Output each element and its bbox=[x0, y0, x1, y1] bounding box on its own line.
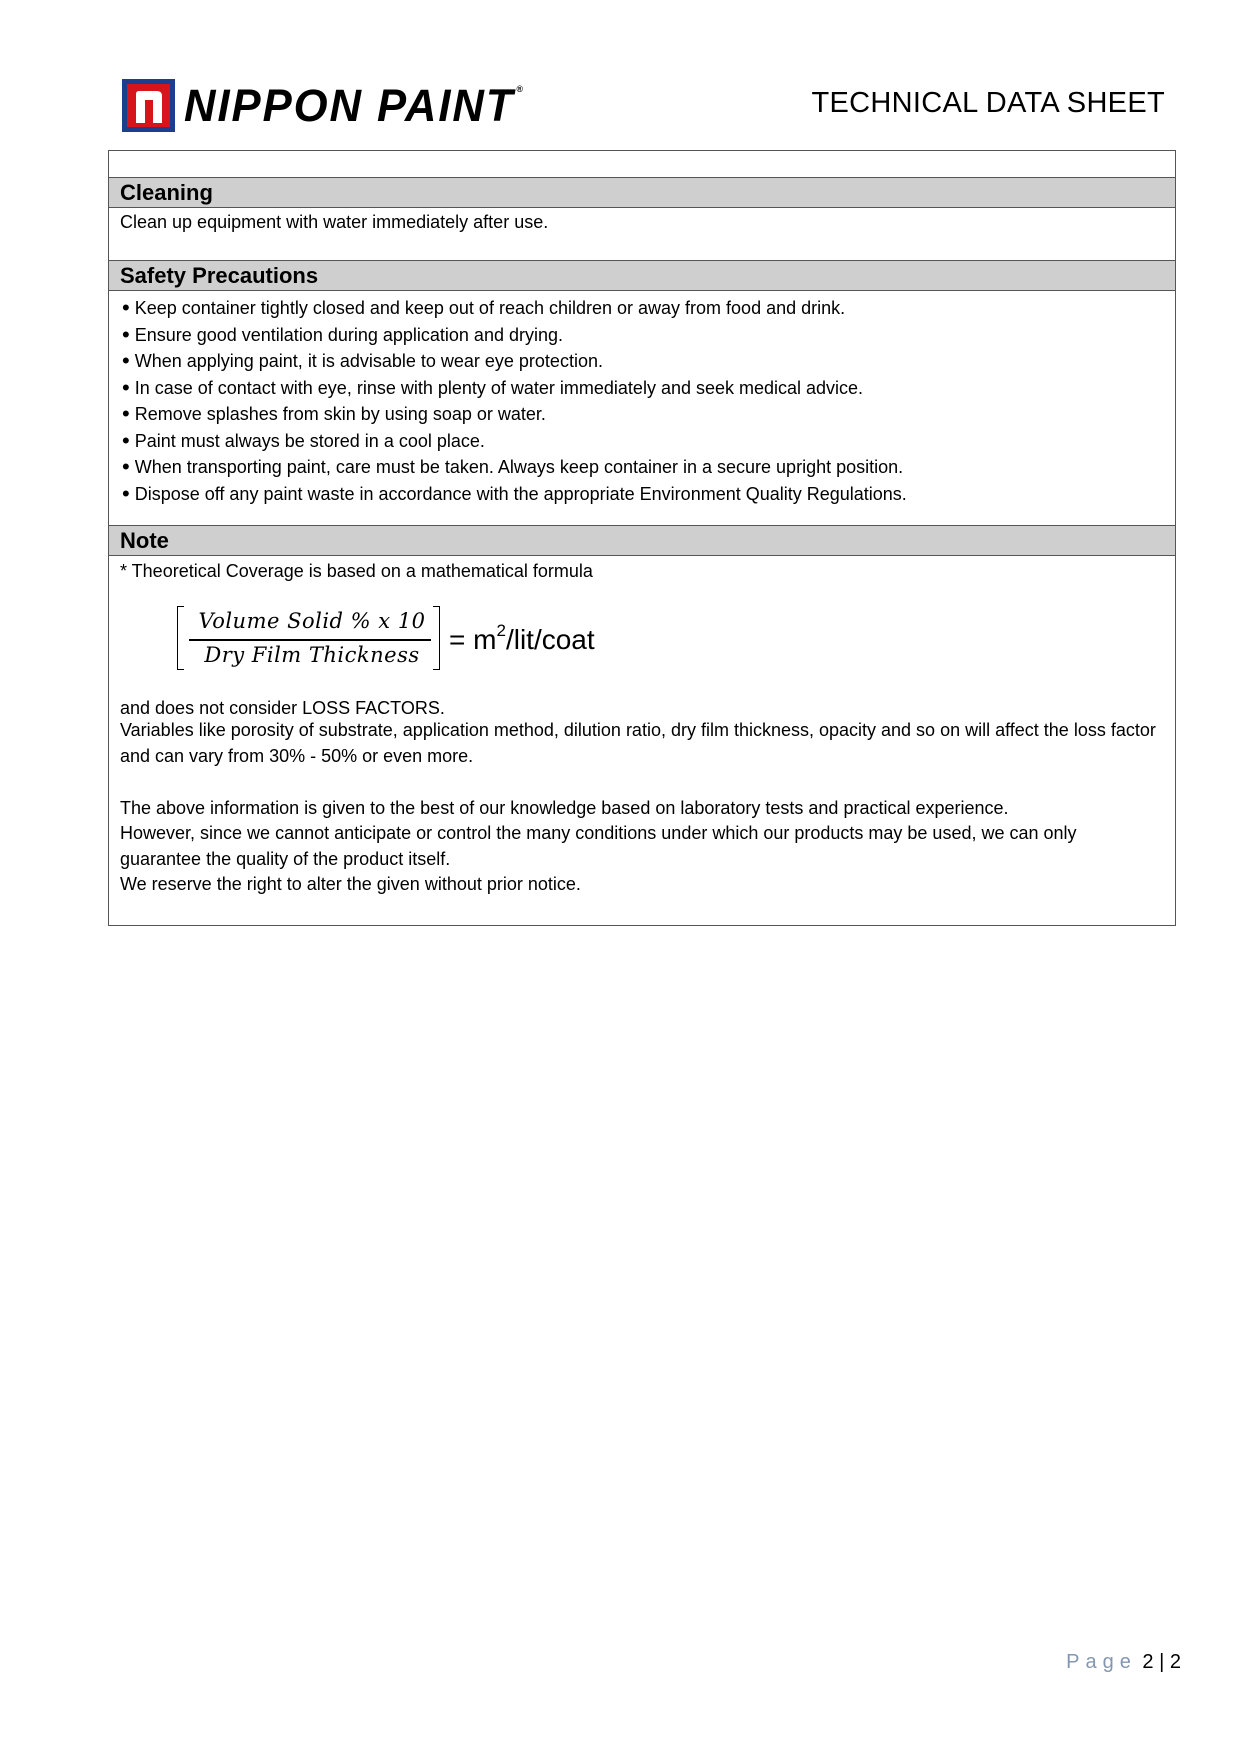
formula-result: = $m^2/lit$/coat bbox=[449, 621, 595, 655]
list-item: • When applying paint, it is advisable to wear eye protection. bbox=[122, 348, 907, 375]
disclaimer-line-2: However, since we cannot anticipate or control the many conditions under which our products may be used, we can only guarantee the quality of the product itself. bbox=[120, 823, 1077, 869]
disclaimer-line-3: We reserve the right to alter the given without prior notice. bbox=[120, 874, 581, 894]
page-separator: | bbox=[1159, 1651, 1165, 1673]
disclaimer-line-1: The above information is given to the best of our knowledge based on laboratory tests and practical experience. bbox=[120, 798, 1009, 818]
note-heading: Note bbox=[120, 528, 169, 553]
loss-factors-line: and does not consider LOSS FACTORS. bbox=[120, 698, 445, 718]
note-section-header bbox=[109, 525, 1175, 556]
nippon-paint-logo bbox=[122, 79, 535, 132]
formula-left-bracket bbox=[177, 606, 184, 670]
logo-emblem-icon bbox=[122, 79, 175, 132]
formula-denominator: Dry Film Thickness bbox=[204, 643, 420, 667]
list-item: • Paint must always be stored in a cool place. bbox=[122, 428, 907, 455]
cleaning-text: Clean up equipment with water immediately after use. bbox=[120, 212, 549, 232]
cleaning-heading: Cleaning bbox=[120, 180, 213, 205]
list-item: • Keep container tightly closed and keep out of reach children or away from food and drink. bbox=[122, 295, 907, 322]
note-intro: * Theoretical Coverage is based on a mathematical formula bbox=[120, 561, 593, 581]
safety-section-header bbox=[109, 260, 1175, 291]
document-title: TECHNICAL DATA SHEET bbox=[811, 87, 1165, 119]
variables-paragraph: Variables like porosity of substrate, application method, dilution ratio, dry film thickness, opacity and so on will affect the loss factor and can vary from 30% - 50% or even more. bbox=[120, 720, 1156, 766]
coverage-formula bbox=[177, 606, 677, 676]
page-number-footer bbox=[1066, 1651, 1181, 1674]
page-header bbox=[0, 0, 1241, 140]
current-page: 2 bbox=[1142, 1651, 1154, 1673]
safety-list bbox=[122, 295, 907, 507]
list-item: • Dispose off any paint waste in accordance with the appropriate Environment Quality Regulations. bbox=[122, 481, 907, 508]
list-item: • Ensure good ventilation during application and drying. bbox=[122, 322, 907, 349]
total-pages: 2 bbox=[1169, 1651, 1181, 1673]
list-item: • Remove splashes from skin by using soap or water. bbox=[122, 401, 907, 428]
logo-wordmark: NIPPON PAINT ® bbox=[184, 80, 525, 131]
formula-numerator: Volume Solid % x 10 bbox=[198, 609, 426, 633]
formula-right-bracket bbox=[433, 606, 440, 670]
cleaning-section-header bbox=[109, 177, 1175, 208]
content-table bbox=[108, 150, 1176, 926]
safety-heading: Safety Precautions bbox=[120, 263, 319, 288]
list-item: • In case of contact with eye, rinse with plenty of water immediately and seek medical advice. bbox=[122, 375, 907, 402]
formula-fraction-bar bbox=[189, 639, 431, 641]
page-word: Page bbox=[1066, 1651, 1137, 1673]
list-item: • When transporting paint, care must be taken. Always keep container in a secure upright position. bbox=[122, 454, 907, 481]
logo-n-icon bbox=[134, 90, 164, 123]
